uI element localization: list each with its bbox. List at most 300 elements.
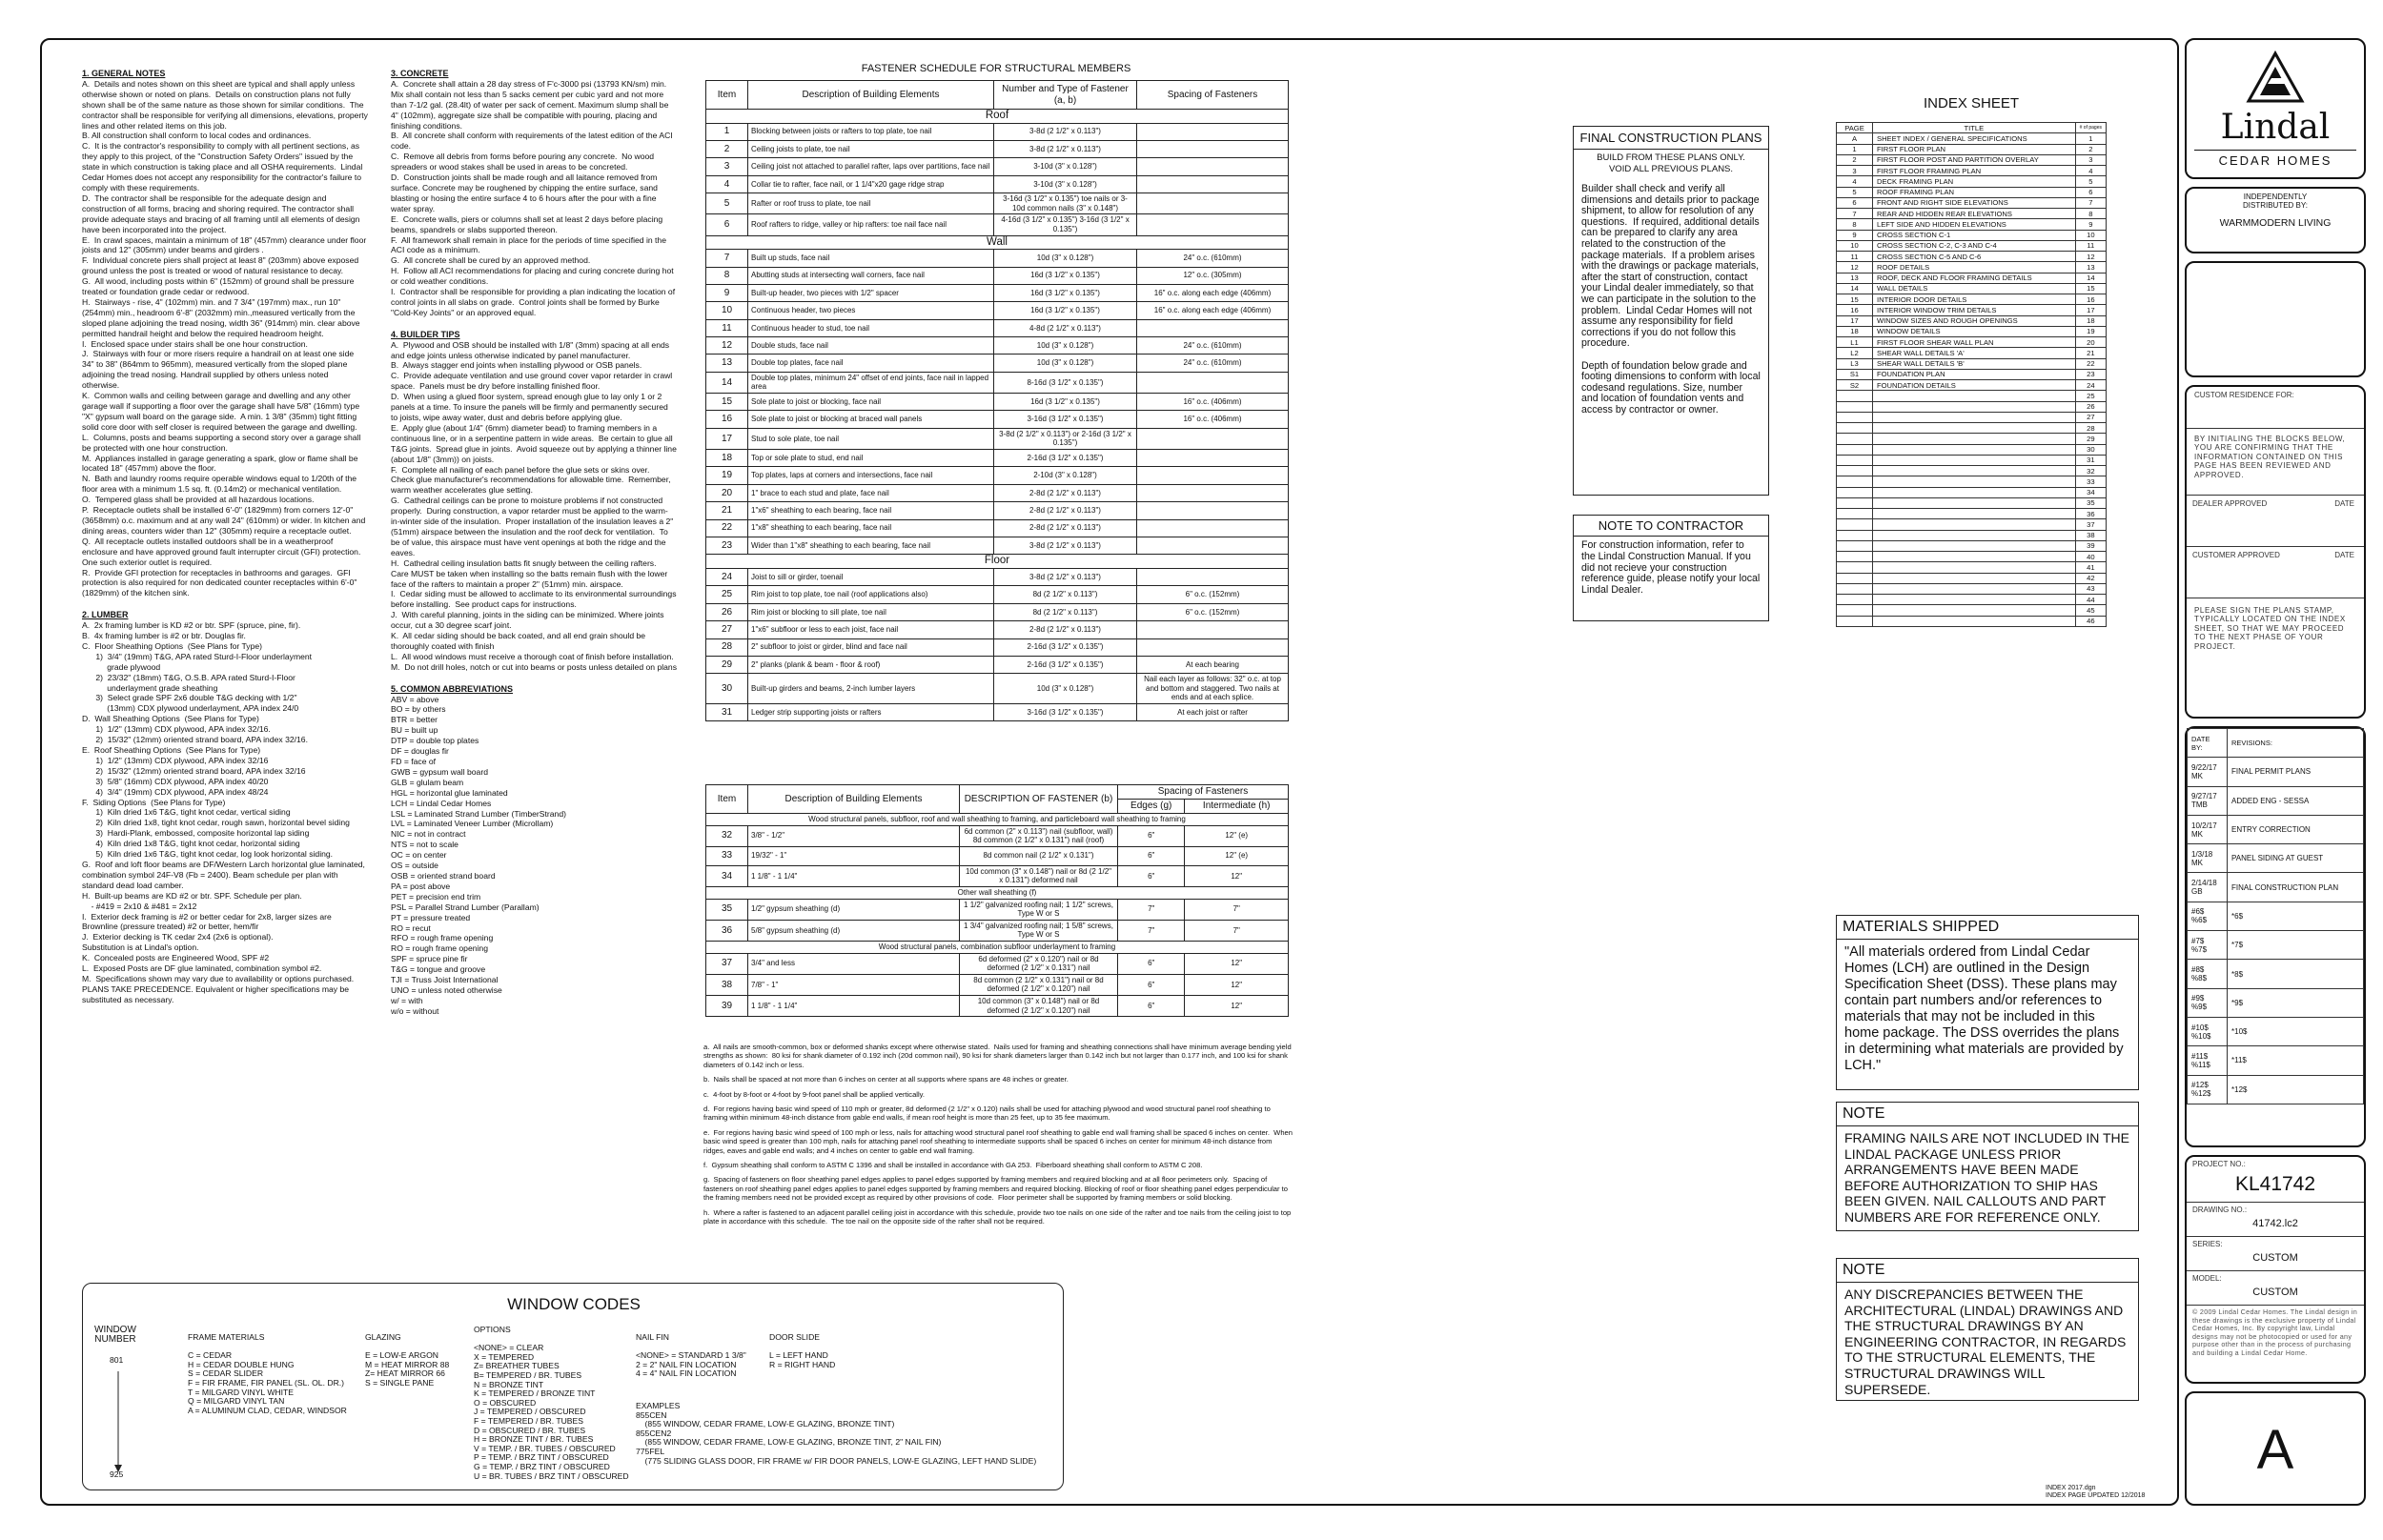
revision-desc: *7$ <box>2228 931 2364 960</box>
window-code-examples: EXAMPLES 855CEN (855 WINDOW, CEDAR FRAME, LOW-E GLAZING, BRONZE TINT) 855CEN2 (855 WINDOW, CEDAR FRAME, LOW-E GLAZING, BRONZE TINT, 2" NAIL FIN) 775FEL (775 SLIDING GLASS DOOR, FIR FRAME w/ FIR DOOR PANELS, LOW-E GLAZING, LEFT HAND SLIDE) <box>636 1401 1037 1466</box>
index-count: 2 <box>2075 144 2106 154</box>
section-label: Wall <box>706 235 1289 250</box>
index-page: S2 <box>1837 380 1873 391</box>
col-spacing: Spacing of Fasteners <box>1118 785 1289 800</box>
table-cell: 12 <box>706 337 748 355</box>
index-title: CROSS SECTION C-5 AND C-6 <box>1873 252 2076 262</box>
table-cell <box>1137 158 1289 175</box>
footnote: c. 4-foot by 8-foot or 4-foot by 9-foot panel shall be applied vertically. <box>703 1089 926 1099</box>
table-row <box>706 394 1289 411</box>
concrete-text: A. Concrete shall attain a 28 day stress of F'c-3000 psi (13793 KN/sm) min. Mix shall contain not less than 5 sacks cement per cubic yard and not more than 7-1/2 gal. (28.4lt) of water per sack of cement. Maximum slump shall be 4" (102mm), aggregate size shall be compatible with pouring, placing and finishing conditions. B. All concrete shall conform with requirements of the latest edition of the ACI code. C. Remove all debris from forms before pouring any concrete. No wood spreaders or wood stakes shall be used in areas to be concreted. D. Construction joints shall be made rough and all laitance removed from surface. Concrete may be roughened by chipping the entire surface, sand blasting or hosing the entire surface 4 to 6 hours after the pour with a fine water spray. E. Concrete walls, piers or columns shall set at least 2 days before placing beams, spandrels or slabs supported thereon. F. All framework shall remain in place for the periods of time specified in the ACI code as a minimum. G. All concrete shall be cured by an approved method. H. Follow all ACI recommendations for placing and curing concrete during hot or cold weather conditions. I. Contractor shall be responsible for providing a plan indicating the location of control joints in all slabs on grade. Control joints shall be formed by Burke "Cold-Key Joints" or an approved equal. <box>391 78 676 317</box>
custom-residence-label: CUSTOM RESIDENCE FOR: <box>2187 387 2364 429</box>
index-count: 45 <box>2075 605 2106 616</box>
table-cell: 26 <box>706 603 748 620</box>
index-title <box>1873 476 2076 487</box>
table-cell: Nail each layer as follows: 32" o.c. at top and bottom and staggered. Two nails at ends and at each splice. <box>1137 674 1289 704</box>
section-label: Roof <box>706 110 1289 124</box>
index-page: 9 <box>1837 230 1873 240</box>
table-cell: 31 <box>706 704 748 721</box>
index-row <box>1837 369 2107 379</box>
table-cell: At each bearing <box>1137 656 1289 673</box>
table-row <box>706 674 1289 704</box>
index-title <box>1873 412 2076 422</box>
project-box <box>2185 1155 2366 1384</box>
section-row <box>706 555 1289 569</box>
index-row <box>1837 166 2107 176</box>
group-label: Wood structural panels, subfloor, roof and wall sheathing to framing, and particleboard wall sheathing to framing <box>706 814 1289 826</box>
table-cell: 2-8d (2 1/2" x 0.113") <box>994 484 1137 501</box>
index-title <box>1873 595 2076 605</box>
index-row <box>1837 423 2107 434</box>
index-page <box>1837 509 1873 519</box>
table-row <box>706 302 1289 319</box>
index-page: 18 <box>1837 326 1873 336</box>
index-count: 6 <box>2075 187 2106 197</box>
logo-box <box>2185 38 2366 179</box>
table-cell: Top or sole plate to stud, end nail <box>748 450 994 467</box>
index-row <box>1837 412 2107 422</box>
table-cell: 10 <box>706 302 748 319</box>
index-row <box>1837 358 2107 369</box>
index-count: 17 <box>2075 305 2106 315</box>
index-row <box>1837 605 2107 616</box>
table-cell: 1"x8" sheathing to each bearing, face nail <box>748 519 994 537</box>
table-row <box>706 846 1289 865</box>
table-cell <box>1137 502 1289 519</box>
table-cell: 7/8" - 1" <box>748 974 960 995</box>
table-cell: 3/8" - 1/2" <box>748 825 960 846</box>
table-cell: 3/4" and less <box>748 953 960 974</box>
lindal-logo-icon <box>2247 50 2304 105</box>
table-row <box>706 158 1289 175</box>
table-cell: 6" <box>1118 953 1185 974</box>
table-row <box>706 502 1289 519</box>
col-item: Item <box>706 785 748 814</box>
table-cell: 6" <box>1118 825 1185 846</box>
sign-text: PLEASE SIGN THE PLANS STAMP, TYPICALLY LOCATED ON THE INDEX SHEET, SO THAT WE MAY PROCEED TO THE NEXT PHASE OF YOUR PROJECT. <box>2194 606 2346 651</box>
table-cell: 5/8" gypsum sheathing (d) <box>748 920 960 941</box>
index-row <box>1837 219 2107 230</box>
table-cell: 7 <box>706 250 748 267</box>
table-cell <box>1137 428 1289 449</box>
customer-date-label: DATE <box>2334 551 2354 559</box>
section-label: Floor <box>706 555 1289 569</box>
index-count: 15 <box>2075 283 2106 294</box>
framing-nails-note-box <box>1836 1102 2139 1231</box>
window-number-label: WINDOW NUMBER <box>94 1325 136 1345</box>
index-count: 9 <box>2075 219 2106 230</box>
index-title: ROOF DETAILS <box>1873 262 2076 273</box>
index-row <box>1837 197 2107 208</box>
index-row <box>1837 176 2107 187</box>
table-cell: 6" <box>1118 995 1185 1016</box>
builder-tips-text: A. Plywood and OSB should be installed with 1/8" (3mm) spacing at all ends and edge joints unless otherwise indicated by panel manufacturer. B. Always stagger end joints when installing plywood or OSB panels. C. Provide adequate ventilation and use ground cover vapor retarder in crawl space. Panels must be dry before installing finished floor. D. When using a glued floor system, spread enough glue to lay only 1 or 2 panels at a time. To insure the panels will be firmly and permanently secured to joists, wipe away water, dust and debris before applying glue. E. Apply glue (about 1/4" (6mm) diameter bead) to framing members in a continuous line, or in a serpentine pattern in wide areas. Be certain to glue all T&G joints. Spread glue in joints. Avoid squeeze out by applying a thinner line (about 1/8" (3mm)) on joists. F. Complete all nailing of each panel before the glue sets or skins over. Check glue manufacturer's recommendations for allowable time. Remember, warm weather accelerates glue setting. G. Cathedral ceilings can be prone to moisture problems if not constructed properly. During construction, a vapor retarder must be applied to the warm-in-winter side of the insulation. Proper installation of the insulation leaves a 2" (51mm) airspace between the insulation and the roof deck for ventilation. To be of value, this airspace must have vent openings at both the ridge and the eaves. H. Cathedral ceiling insulation batts fit snugly between the ceiling rafters. Care MUST be taken when installing so the batts remain flush with the lower face of the rafters to maintain a proper 2" (51mm) min. airspace. I. Cedar siding must be allowed to acclimate to its environmental surroundings before installing. See product caps for instructions. J. With careful planning, joints in the siding can be minimized. Where joints occur, cut a 30 degree scarf joint. K. All cedar siding should be back coated, and all end grain should be thoroughly coated with finish L. All wood windows must receive a thorough coat of finish before installation. M. Do not drill holes, notch or cut into beams or posts unless detailed on plans <box>391 339 677 672</box>
table-cell: 28 <box>706 638 748 656</box>
index-sheet-title: INDEX SHEET <box>1923 95 2020 111</box>
table-cell: Sole plate to joist or blocking, face nail <box>748 394 994 411</box>
col-edges: Edges (g) <box>1118 800 1185 814</box>
table-cell: 4 <box>706 175 748 192</box>
index-page: 6 <box>1837 197 1873 208</box>
table-cell: Continuous header, two pieces <box>748 302 994 319</box>
note1-body: FRAMING NAILS ARE NOT INCLUDED IN THE LINDAL PACKAGE UNLESS PRIOR ARRANGEMENTS HAVE BEEN MADE BEFORE AUTHORIZATION TO SHIP HAS BEEN GIVEN. NAIL CALLOUTS AND PART NUMBERS ARE FOR REFERENCE ONLY. <box>1844 1130 2129 1225</box>
revisions-table <box>2187 728 2364 1104</box>
index-row <box>1837 380 2107 391</box>
index-row <box>1837 315 2107 326</box>
model-label: MODEL: <box>2192 1274 2222 1283</box>
table-cell: Joist to sill or girder, toenail <box>748 568 994 585</box>
revision-date: 9/22/17 MK <box>2188 758 2228 786</box>
table-row <box>706 123 1289 140</box>
index-title: DECK FRAMING PLAN <box>1873 176 2076 187</box>
index-title: FIRST FLOOR FRAMING PLAN <box>1873 166 2076 176</box>
table-cell: 3-10d (3" x 0.128") <box>994 175 1137 192</box>
index-page <box>1837 434 1873 444</box>
index-row <box>1837 552 2107 562</box>
revisions-box <box>2185 726 2366 1147</box>
index-count: 37 <box>2075 519 2106 530</box>
series-label: SERIES: <box>2192 1240 2223 1248</box>
table-cell: 8d common (2 1/2" x 0.131") nail or 8d deformed (2 1/2" x 0.120") nail <box>960 974 1118 995</box>
revision-desc: *6$ <box>2228 902 2364 930</box>
fastener-schedule-table <box>705 80 1289 721</box>
dealer-date-label: DATE <box>2334 499 2354 508</box>
revision-date: #11$ %11$ <box>2188 1046 2228 1075</box>
table-cell: 8-16d (3 1/2" x 0.135") <box>994 372 1137 393</box>
revision-desc: *11$ <box>2228 1046 2364 1075</box>
table-cell: 25 <box>706 586 748 603</box>
table-cell: 12" <box>1185 865 1289 886</box>
table-cell: 18 <box>706 450 748 467</box>
table-cell: 12" (e) <box>1185 825 1289 846</box>
table-cell <box>1137 123 1289 140</box>
table-cell: 8 <box>706 267 748 284</box>
table-cell: 6" <box>1118 846 1185 865</box>
table-cell <box>1137 484 1289 501</box>
table-cell: 24" o.c. (610mm) <box>1137 355 1289 372</box>
index-title <box>1873 519 2076 530</box>
index-count: 38 <box>2075 530 2106 540</box>
table-cell: 11 <box>706 319 748 336</box>
index-title <box>1873 530 2076 540</box>
approval-box <box>2185 385 2366 719</box>
table-cell: 1 1/2" galvanized roofing nail; 1 1/2" screws, Type W or S <box>960 899 1118 920</box>
table-row <box>706 603 1289 620</box>
table-cell: 2-8d (2 1/2" x 0.113") <box>994 502 1137 519</box>
revision-date: #6$ %6$ <box>2188 902 2228 930</box>
distributor-label: INDEPENDENTLY DISTRIBUTED BY: <box>2242 192 2308 210</box>
table-cell: 10d (3" x 0.128") <box>994 355 1137 372</box>
index-count: 11 <box>2075 240 2106 251</box>
index-count: 33 <box>2075 476 2106 487</box>
table-row <box>706 704 1289 721</box>
title-block <box>2185 38 2366 1506</box>
table-cell: 38 <box>706 974 748 995</box>
index-title <box>1873 466 2076 476</box>
index-row <box>1837 305 2107 315</box>
index-count: 46 <box>2075 616 2106 626</box>
index-count: 23 <box>2075 369 2106 379</box>
index-page <box>1837 476 1873 487</box>
table-cell <box>1137 193 1289 214</box>
index-count: 24 <box>2075 380 2106 391</box>
index-count: 28 <box>2075 423 2106 434</box>
index-page <box>1837 444 1873 455</box>
table-cell: 16" o.c. (406mm) <box>1137 394 1289 411</box>
index-count: 12 <box>2075 252 2106 262</box>
index-title: WINDOW DETAILS <box>1873 326 2076 336</box>
table-cell: 2-8d (2 1/2" x 0.113") <box>994 519 1137 537</box>
table-cell <box>1137 568 1289 585</box>
table-cell: 2-16d (3 1/2" x 0.135") <box>994 638 1137 656</box>
col-pages: # of pages <box>2075 123 2106 133</box>
table-cell: 1 3/4" galvanized roofing nail; 1 5/8" screws, Type W or S <box>960 920 1118 941</box>
table-cell: 20 <box>706 484 748 501</box>
table-cell: 7" <box>1118 899 1185 920</box>
revision-desc: *10$ <box>2228 1017 2364 1045</box>
index-title <box>1873 487 2076 497</box>
table-cell: 12" <box>1185 974 1289 995</box>
col-page: PAGE <box>1837 123 1873 133</box>
index-count: 10 <box>2075 230 2106 240</box>
drawing-value: 41742.lc2 <box>2252 1218 2298 1229</box>
table-cell: 35 <box>706 899 748 920</box>
table-cell: 6" o.c. (152mm) <box>1137 603 1289 620</box>
revision-date: 9/27/17 TMB <box>2188 786 2228 815</box>
index-title: FRONT AND RIGHT SIDE ELEVATIONS <box>1873 197 2076 208</box>
table-cell: 19 <box>706 467 748 484</box>
index-page: A <box>1837 133 1873 144</box>
table-row <box>706 995 1289 1016</box>
index-row <box>1837 252 2107 262</box>
table-row <box>706 319 1289 336</box>
revision-row <box>2188 902 2364 930</box>
table-cell: 1" brace to each stud and plate, face nail <box>748 484 994 501</box>
revision-desc: ENTRY CORRECTION <box>2228 815 2364 843</box>
index-title: REAR AND HIDDEN REAR ELEVATIONS <box>1873 209 2076 219</box>
table-cell: 17 <box>706 428 748 449</box>
table-row <box>706 484 1289 501</box>
index-row <box>1837 187 2107 197</box>
revision-row <box>2188 786 2364 815</box>
index-row <box>1837 540 2107 551</box>
materials-shipped-box <box>1836 915 2139 1090</box>
table-row <box>706 974 1289 995</box>
table-cell: 33 <box>706 846 748 865</box>
index-page <box>1837 423 1873 434</box>
index-title: FIRST FLOOR POST AND PARTITION OVERLAY <box>1873 154 2076 165</box>
table-cell: 32 <box>706 825 748 846</box>
table-cell: 6" <box>1118 865 1185 886</box>
index-sheet-table <box>1836 122 2107 627</box>
table-cell: 2-10d (3" x 0.128") <box>994 467 1137 484</box>
table-row <box>706 621 1289 638</box>
section-row <box>706 235 1289 250</box>
table-cell <box>1137 372 1289 393</box>
window-sample-top: 801 <box>110 1355 124 1365</box>
index-count: 34 <box>2075 487 2106 497</box>
table-row <box>706 428 1289 449</box>
sheathing-fastener-table <box>705 784 1289 1017</box>
table-row <box>706 953 1289 974</box>
table-row <box>706 537 1289 554</box>
col-item: Item <box>706 81 748 110</box>
index-count: 5 <box>2075 176 2106 187</box>
index-page <box>1837 519 1873 530</box>
revision-desc: FINAL PERMIT PLANS <box>2228 758 2364 786</box>
table-cell: 6d common (2" x 0.113") nail (subfloor, wall) 8d common (2 1/2" x 0.131") nail (roof) <box>960 825 1118 846</box>
index-row <box>1837 573 2107 583</box>
table-cell: Collar tie to rafter, face nail, or 1 1/4"x20 gage ridge strap <box>748 175 994 192</box>
index-title: ROOF FRAMING PLAN <box>1873 187 2076 197</box>
index-page <box>1837 487 1873 497</box>
table-cell: 2-16d (3 1/2" x 0.135") <box>994 450 1137 467</box>
table-cell <box>1137 621 1289 638</box>
customer-label: CUSTOMER APPROVED <box>2192 551 2280 559</box>
index-title <box>1873 434 2076 444</box>
index-title: CROSS SECTION C-2, C-3 AND C-4 <box>1873 240 2076 251</box>
table-cell: 24 <box>706 568 748 585</box>
table-cell: Abutting studs at intersecting wall corners, face nail <box>748 267 994 284</box>
table-cell: 16d (3 1/2" x 0.135") <box>994 302 1137 319</box>
table-cell: 3-8d (2 1/2" x 0.113") <box>994 123 1137 140</box>
table-cell: 2" subfloor to joist or girder, blind and face nail <box>748 638 994 656</box>
index-count: 4 <box>2075 166 2106 176</box>
glazing-codes: GLAZING E = LOW-E ARGON M = HEAT MIRROR 88 Z= HEAT MIRROR 66 S = SINGLE PANE <box>365 1332 450 1388</box>
table-cell: Stud to sole plate, toe nail <box>748 428 994 449</box>
note-to-contractor-box <box>1573 515 1769 621</box>
table-cell: 16" o.c. (406mm) <box>1137 411 1289 428</box>
model <box>2187 1271 2364 1306</box>
final-construction-plans-box <box>1573 126 1769 496</box>
note-contractor-body: For construction information, refer to the Lindal Construction Manual. If you did not recieve your construction reference guide, please notify your local Lindal Dealer. <box>1581 539 1761 597</box>
table-cell <box>1137 519 1289 537</box>
index-row <box>1837 616 2107 626</box>
table-cell: 8d (2 1/2" x 0.113") <box>994 586 1137 603</box>
index-page <box>1837 605 1873 616</box>
index-page <box>1837 583 1873 594</box>
index-title <box>1873 605 2076 616</box>
index-count: 18 <box>2075 315 2106 326</box>
window-sample-bottom: 925 <box>110 1469 124 1479</box>
index-count: 8 <box>2075 209 2106 219</box>
index-title <box>1873 497 2076 508</box>
table-row <box>706 450 1289 467</box>
group-label: Other wall sheathing (f) <box>706 886 1289 899</box>
table-cell: 10d common (3" x 0.148") nail or 8d deformed (2 1/2" x 0.120") nail <box>960 995 1118 1016</box>
index-row <box>1837 466 2107 476</box>
table-cell: 6d deformed (2" x 0.120") nail or 8d deformed (2 1/2" x 0.131") nail <box>960 953 1118 974</box>
table-cell: 21 <box>706 502 748 519</box>
table-cell: 3-10d (3" x 0.128") <box>994 158 1137 175</box>
group-row <box>706 941 1289 953</box>
table-cell: 7" <box>1118 920 1185 941</box>
table-cell: 23 <box>706 537 748 554</box>
index-count: 25 <box>2075 391 2106 401</box>
table-cell: 15 <box>706 394 748 411</box>
table-cell: 6 <box>706 214 748 235</box>
revision-date: 2/14/18 GB <box>2188 873 2228 902</box>
index-page <box>1837 530 1873 540</box>
index-title: WALL DETAILS <box>1873 283 2076 294</box>
option-codes: OPTIONS <NONE> = CLEAR X = TEMPERED Z= BREATHER TUBES B= TEMPERED / BR. TUBES N = BRONZE TINT K = TEMPERED / BRONZE TINT O = OBSCURED J = TEMPERED / OBSCURED F = TEMPERED / BR. TUBES D = OBSCURED / BR. TUBES H = BRONZE TINT / BR. TUBES V = TEMP. / BR. TUBES / OBSCURED P = TEMP. / BRZ TINT / OBSCURED G = TEMP. / BRZ TINT / OBSCURED U = BR. TUBES / BRZ TINT / OBSCURED <box>474 1325 629 1481</box>
footnote: e. For regions having basic wind speed of 100 mph or less, nails for attaching wood structural panel roof sheathing to gable end wall framing shall be spaced 6 inches on center. When basic wind speed is greater than 100 mph, nails for attaching panel roof sheathing to intermediate supports shall be spaced 6 inches on center for minimum 48-inch distance from ridges, eaves and gable end walls; and 4 inches on center to gable end wall framing. <box>703 1127 1295 1155</box>
general-notes-text: A. Details and notes shown on this sheet are typical and shall apply unless otherwise shown or noted on plans. Details on construction plans not fully shown shall be of the same nature as those shown for similar conditions. The contractor shall be responsible for verifying all dimensions, elevations, property lines and other related items on this job. B. All construction shall conform to local codes and ordinances. C. It is the contractor's responsibility to comply with all pertinent sections, as they apply to this project, of the "Construction Safety Orders" issued by the state in which construction is taking place and all OSHA requirements. Lindal Cedar Homes does not accept any responsibility for the contractor's failure to comply with these requirements. D. The contractor shall be responsible for the adequate design and construction of all forms, bracing and shoring required. The contractor shall provide adequate stays and bracing of all framing until all elements of design have been incorporated into the project. E. In crawl spaces, maintain a minimum of 18" (457mm) clearance under floor joists and 12" (305mm) under beams and girders . F. Individual concrete piers shall project at least 8" (203mm) above exposed ground unless the post is treated or wood of natural resistance to decay. G. All wood, including posts within 6" (152mm) of ground shall be pressure treated or foundation grade cedar or redwood. H. Stairways - rise, 4" (102mm) min. and 7 3/4" (197mm) max., run 10" (254mm) min., headroom 6'-8" (2032mm) min.,measured vertically from the sloped plane adjoining the tread nosing, width 36" (914mm) min. clear above permitted handrail height and below the required headroom height. I. Enclosed space under stairs shall be one hour construction. J. Stairways with four or more risers require a handrail on at least one side 34" to 38" (864mm to 965mm), measured vertically from the sloped plane adjoining the tread nosing. Handrail supplied by others unless noted otherwise. K. Common walls and ceiling between garage and dwelling and any other garage wall if supporting a floor over the garage shall have 5/8" (16mm) type "X" gypsum wall board on the garage side. A min. 1 3/8" (35mm) tight fitting solid core door with self closer is required between the garage and dwelling. L. Columns, posts and beams supporting a second story over a garage shall be protected with one hour construction. M. Appliances installed in garage generating a spark, glow or flame shall be located 18" (457mm) above the floor. N. Bath and laundry rooms require operable windows equal to 1/20th of the floor area with a minimum 1.5 sq. ft. (0.14m2) or mechanical ventilation. O. Tempered glass shall be provided at all hazardous locations. P. Receptacle outlets shall be installed 6'-0" (1829mm) from corners 12'-0" (3658mm) o.c. maximum and at any wall 24" (610mm) or wider. In kitchen and dining areas, counters wider than 12" (305mm) require a receptacle outlet. Q. All receptacle outlets installed outdoors shall be in a weatherproof enclosure and have approved ground fault interrupter circuit (GFI) protection. One such exterior outlet is required. R. Provide GFI protection for receptacles in bathrooms and garages. GFI protection is also required for non dedicated counter receptacles within 6'-0" (1829mm) of the kitchen sink. <box>82 78 368 598</box>
table-row <box>706 865 1289 886</box>
table-cell: 4-16d (3 1/2" x 0.135") 3-16d (3 1/2" x 0.135") <box>994 214 1137 235</box>
index-page <box>1837 497 1873 508</box>
table-row <box>706 140 1289 157</box>
table-row <box>706 568 1289 585</box>
index-row <box>1837 487 2107 497</box>
index-page: L2 <box>1837 348 1873 358</box>
index-count: 35 <box>2075 497 2106 508</box>
index-title <box>1873 573 2076 583</box>
revision-row <box>2188 844 2364 873</box>
index-count: 14 <box>2075 273 2106 283</box>
table-cell: 1 1/8" - 1 1/4" <box>748 995 960 1016</box>
index-page: 15 <box>1837 294 1873 305</box>
table-row <box>706 175 1289 192</box>
revision-row <box>2188 931 2364 960</box>
customer-approval[interactable] <box>2187 547 2364 598</box>
table-cell: 19/32" - 1" <box>748 846 960 865</box>
lumber-text: A. 2x framing lumber is KD #2 or btr. SPF (spruce, pine, fir). B. 4x framing lumber is #2 or btr. Douglas fir. C. Floor Sheathing Options (See Plans for Type) 1) 3/4" (19mm) T&G, APA rated Sturd-I-Floor underlayment grade plywood 2) 23/32" (18mm) T&G, O.S.B. APA rated Sturd-I-Floor underlayment grade sheathing 3) Select grade SPF 2x6 double T&G decking with 1/2" (13mm) CDX plywood underlayment, APA index 24/0 D. Wall Sheathing Options (See Plans for Type) 1) 1/2" (13mm) CDX plywood, APA index 32/16. 2) 15/32" (12mm) oriented strand board, APA index 32/16. E. Roof Sheathing Options (See Plans for Type) 1) 1/2" (13mm) CDX plywood, APA index 32/16 2) 15/32" (12mm) oriented strand board, APA index 32/16 3) 5/8" (16mm) CDX plywood, APA index 40/20 4) 3/4" (19mm) CDX plywood, APA index 48/24 F. Siding Options (See Plans for Type) 1) Kiln dried 1x6 T&G, tight knot cedar, vertical siding 2) Kiln dried 1x8, tight knot cedar, rough sawn, horizontal bevel siding 3) Hardi-Plank, embossed, composite horizontal lap siding 4) Kiln dried 1x8 T&G, tight knot cedar, horizontal siding 5) Kiln dried 1x6 T&G, tight knot cedar, log look horizontal siding. G. Roof and loft floor beams are DF/Western Larch horizontal glue laminated, combination symbol 24F-V8 (Fb = 2400). Beam schedule per plan with standard dead load camber. H. Built-up beams are KD #2 or btr. SPF. Schedule per plan. - #419 = 2x10 & #481 = 2x12 I. Exterior deck framing is #2 or better cedar for 2x8, larger sizes are Brownline (pressure treated) #2 or better, hem/fir J. Exterior decking is TK cedar 2x4 (2x6 is optional). Substitution is at Lindal's option. K. Concealed posts are Engineered Wood, SPF #2 L. Exposed Posts are DF glue laminated, combination symbol #2. M. Specifications shown may vary due to availability or options purchased. PLANS TAKE PRECEDENCE. Equivalent or higher specifications may be substituted as necessary. <box>82 620 365 1004</box>
table-cell: 2-8d (2 1/2" x 0.113") <box>994 621 1137 638</box>
table-cell: 8d (2 1/2" x 0.113") <box>994 603 1137 620</box>
notes-column-1 <box>82 63 368 1273</box>
revision-desc: *9$ <box>2228 988 2364 1017</box>
series <box>2187 1237 2364 1271</box>
table-cell <box>1137 175 1289 192</box>
index-row <box>1837 348 2107 358</box>
project-label: PROJECT NO.: <box>2192 1160 2246 1168</box>
index-page <box>1837 455 1873 465</box>
table-cell: 3 <box>706 158 748 175</box>
revision-date: #10$ %10$ <box>2188 1017 2228 1045</box>
table-cell: 12" <box>1185 953 1289 974</box>
table-cell: Double top plates, minimum 24" offset of end joints, face nail in lapped area <box>748 372 994 393</box>
index-row <box>1837 444 2107 455</box>
footnote: d. For regions having basic wind speed of 110 mph or greater, 8d deformed (2 1/2" x 0.120) nails shall be used for attaching plywood and wood structural panel roof sheathing to framing within minimum 48-inch distance from gable end walls, if mean roof height is more than 25 feet, up to 35 fee maximum. <box>703 1104 1273 1123</box>
table-cell: Wider than 1"x8" sheathing to each bearing, face nail <box>748 537 994 554</box>
index-title <box>1873 540 2076 551</box>
table-cell: Top plates, laps at corners and intersections, face nail <box>748 467 994 484</box>
copyright-text: © 2009 Lindal Cedar Homes. The Lindal design in these drawings is the exclusive property of Lindal Cedar Homes, Inc. By copyright law, Lindal designs may not be photocopied or used for any purpose other than in the process of purchasing and building a Lindal Cedar Home. <box>2192 1307 2358 1357</box>
revision-row <box>2188 815 2364 843</box>
table-cell: Blocking between joists or rafters to top plate, toe nail <box>748 123 994 140</box>
table-cell: 7" <box>1185 899 1289 920</box>
index-page: 2 <box>1837 154 1873 165</box>
index-page <box>1837 466 1873 476</box>
col-fastener: Number and Type of Fastener (a, b) <box>994 81 1137 110</box>
table-cell: 6" o.c. (152mm) <box>1137 586 1289 603</box>
index-count: 39 <box>2075 540 2106 551</box>
final-plans-sub: BUILD FROM THESE PLANS ONLY. VOID ALL PREVIOUS PLANS. <box>1597 152 1745 174</box>
revision-date: #9$ %9$ <box>2188 988 2228 1017</box>
index-page: 17 <box>1837 315 1873 326</box>
dealer-approval[interactable] <box>2187 496 2364 547</box>
index-page: 1 <box>1837 144 1873 154</box>
note1-title: NOTE <box>1837 1103 2138 1126</box>
index-title: SHEAR WALL DETAILS 'B' <box>1873 358 2076 369</box>
sheet-letter: A <box>2256 1419 2294 1481</box>
table-cell: Built-up girders and beams, 2-inch lumber layers <box>748 674 994 704</box>
index-page <box>1837 552 1873 562</box>
table-cell: 1"x6" sheathing to each bearing, face nail <box>748 502 994 519</box>
table-cell: Roof rafters to ridge, valley or hip rafters: toe nail face nail <box>748 214 994 235</box>
table-cell: Ceiling joists to plate, toe nail <box>748 140 994 157</box>
